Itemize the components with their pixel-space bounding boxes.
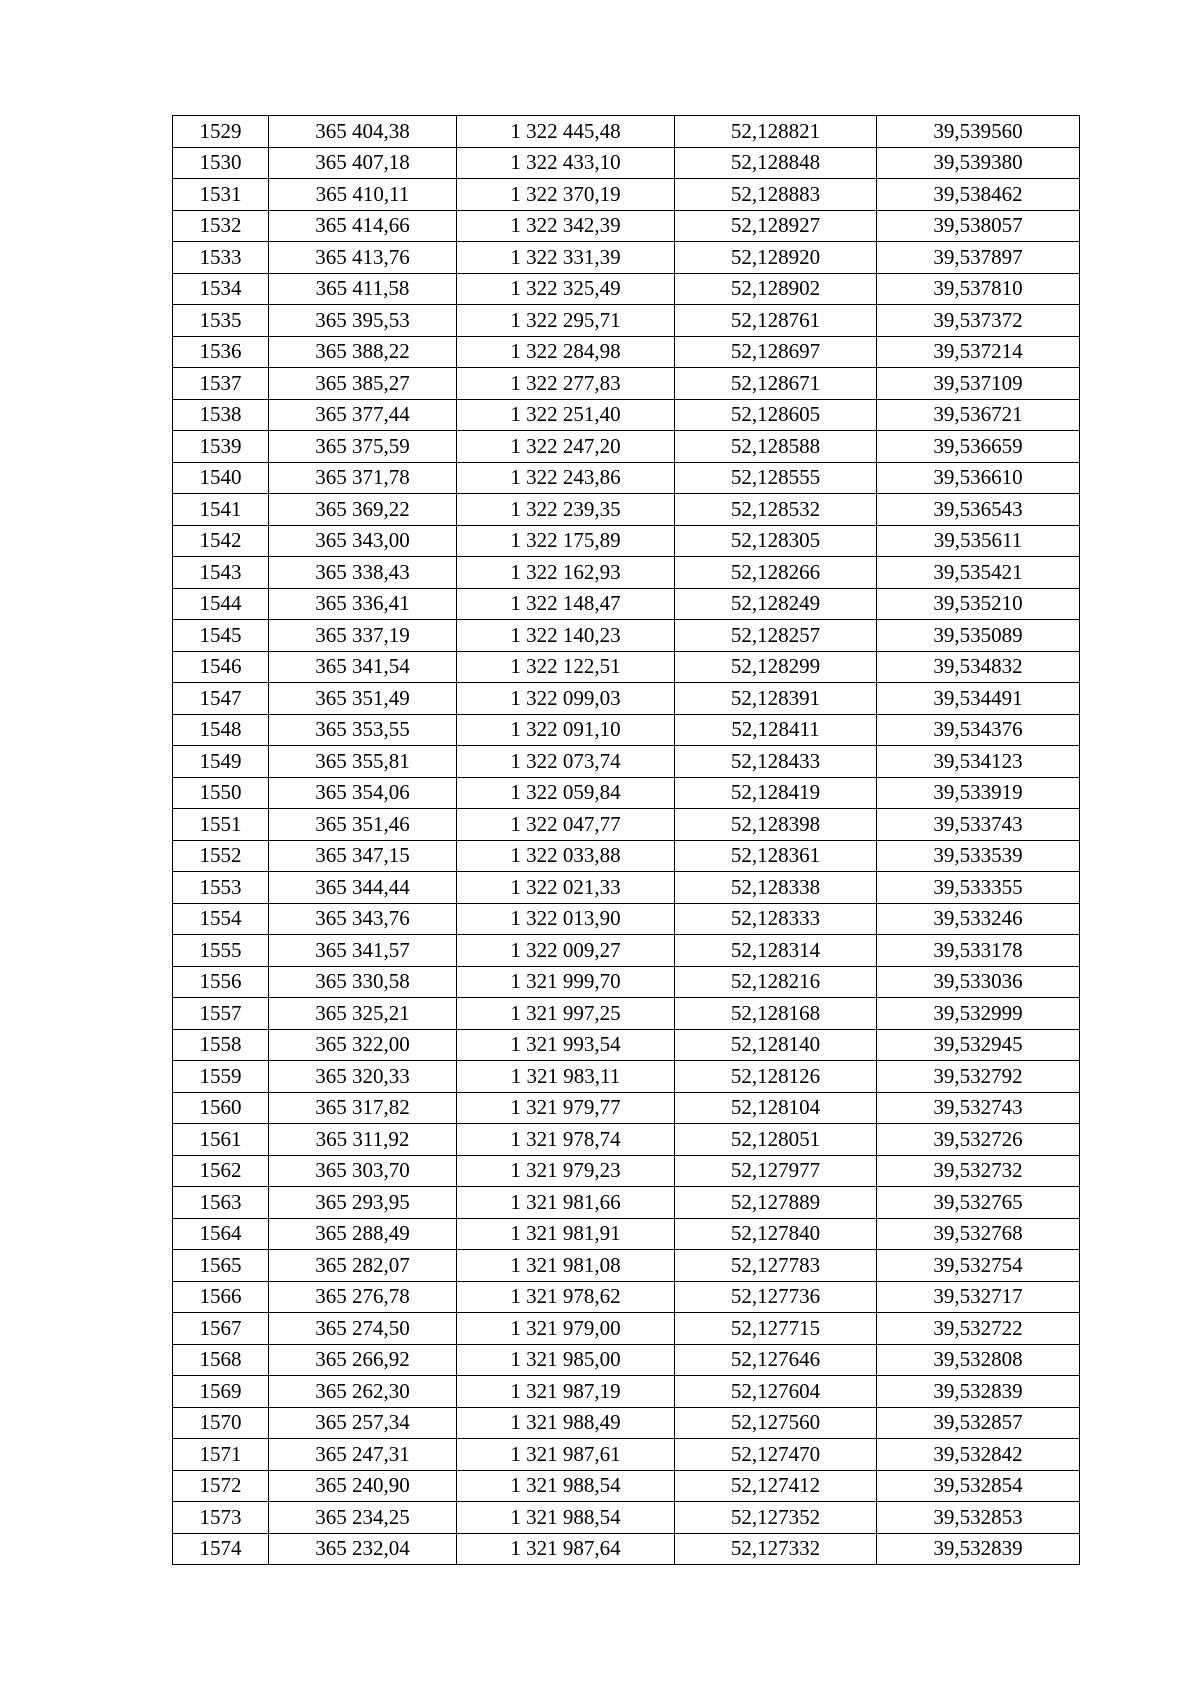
table-row (173, 1092, 1080, 1124)
latitude-cell: 52,128126 (675, 1061, 877, 1093)
y-coordinate-cell: 1 321 987,19 (457, 1376, 675, 1408)
table-row (173, 966, 1080, 998)
point-number-cell: 1558 (173, 1029, 269, 1061)
x-coordinate-cell: 365 355,81 (269, 746, 457, 778)
x-coordinate-cell: 365 338,43 (269, 557, 457, 589)
longitude-cell: 39,535611 (877, 525, 1080, 557)
table-row (173, 368, 1080, 400)
latitude-cell: 52,128902 (675, 273, 877, 305)
latitude-cell: 52,127604 (675, 1376, 877, 1408)
y-coordinate-cell: 1 322 122,51 (457, 651, 675, 683)
x-coordinate-cell: 365 347,15 (269, 840, 457, 872)
table-row (173, 903, 1080, 935)
x-coordinate-cell: 365 343,76 (269, 903, 457, 935)
latitude-cell: 52,127352 (675, 1502, 877, 1534)
latitude-cell: 52,128697 (675, 336, 877, 368)
y-coordinate-cell: 1 322 247,20 (457, 431, 675, 463)
y-coordinate-cell: 1 322 243,86 (457, 462, 675, 494)
latitude-cell: 52,128398 (675, 809, 877, 841)
table-row (173, 494, 1080, 526)
x-coordinate-cell: 365 351,49 (269, 683, 457, 715)
x-coordinate-cell: 365 341,57 (269, 935, 457, 967)
longitude-cell: 39,532743 (877, 1092, 1080, 1124)
point-number-cell: 1573 (173, 1502, 269, 1534)
point-number-cell: 1557 (173, 998, 269, 1030)
longitude-cell: 39,532726 (877, 1124, 1080, 1156)
longitude-cell: 39,532839 (877, 1376, 1080, 1408)
y-coordinate-cell: 1 321 997,25 (457, 998, 675, 1030)
latitude-cell: 52,127977 (675, 1155, 877, 1187)
longitude-cell: 39,536721 (877, 399, 1080, 431)
table-row (173, 336, 1080, 368)
point-number-cell: 1542 (173, 525, 269, 557)
table-row (173, 1029, 1080, 1061)
longitude-cell: 39,532853 (877, 1502, 1080, 1534)
latitude-cell: 52,128299 (675, 651, 877, 683)
longitude-cell: 39,537897 (877, 242, 1080, 274)
longitude-cell: 39,533355 (877, 872, 1080, 904)
latitude-cell: 52,128433 (675, 746, 877, 778)
latitude-cell: 52,128391 (675, 683, 877, 715)
point-number-cell: 1547 (173, 683, 269, 715)
y-coordinate-cell: 1 321 978,62 (457, 1281, 675, 1313)
latitude-cell: 52,128532 (675, 494, 877, 526)
y-coordinate-cell: 1 322 331,39 (457, 242, 675, 274)
table-row (173, 998, 1080, 1030)
table-row (173, 179, 1080, 211)
latitude-cell: 52,127470 (675, 1439, 877, 1471)
point-number-cell: 1546 (173, 651, 269, 683)
point-number-cell: 1533 (173, 242, 269, 274)
latitude-cell: 52,128883 (675, 179, 877, 211)
longitude-cell: 39,532717 (877, 1281, 1080, 1313)
x-coordinate-cell: 365 385,27 (269, 368, 457, 400)
table-row (173, 525, 1080, 557)
coordinates-table (172, 115, 1080, 1565)
longitude-cell: 39,532999 (877, 998, 1080, 1030)
longitude-cell: 39,532792 (877, 1061, 1080, 1093)
y-coordinate-cell: 1 321 981,66 (457, 1187, 675, 1219)
y-coordinate-cell: 1 322 059,84 (457, 777, 675, 809)
longitude-cell: 39,534123 (877, 746, 1080, 778)
table-row (173, 935, 1080, 967)
latitude-cell: 52,128305 (675, 525, 877, 557)
latitude-cell: 52,128411 (675, 714, 877, 746)
y-coordinate-cell: 1 321 979,00 (457, 1313, 675, 1345)
longitude-cell: 39,533178 (877, 935, 1080, 967)
table-row (173, 683, 1080, 715)
table-row (173, 1061, 1080, 1093)
latitude-cell: 52,128168 (675, 998, 877, 1030)
x-coordinate-cell: 365 274,50 (269, 1313, 457, 1345)
latitude-cell: 52,128361 (675, 840, 877, 872)
longitude-cell: 39,532732 (877, 1155, 1080, 1187)
latitude-cell: 52,127412 (675, 1470, 877, 1502)
y-coordinate-cell: 1 322 433,10 (457, 147, 675, 179)
y-coordinate-cell: 1 321 981,08 (457, 1250, 675, 1282)
latitude-cell: 52,128257 (675, 620, 877, 652)
y-coordinate-cell: 1 322 099,03 (457, 683, 675, 715)
latitude-cell: 52,128266 (675, 557, 877, 589)
longitude-cell: 39,533919 (877, 777, 1080, 809)
table-row (173, 840, 1080, 872)
y-coordinate-cell: 1 321 981,91 (457, 1218, 675, 1250)
table-row (173, 777, 1080, 809)
longitude-cell: 39,538057 (877, 210, 1080, 242)
longitude-cell: 39,533743 (877, 809, 1080, 841)
latitude-cell: 52,128761 (675, 305, 877, 337)
table-row (173, 1281, 1080, 1313)
y-coordinate-cell: 1 321 978,74 (457, 1124, 675, 1156)
table-row (173, 588, 1080, 620)
y-coordinate-cell: 1 322 021,33 (457, 872, 675, 904)
x-coordinate-cell: 365 414,66 (269, 210, 457, 242)
point-number-cell: 1545 (173, 620, 269, 652)
point-number-cell: 1536 (173, 336, 269, 368)
y-coordinate-cell: 1 322 370,19 (457, 179, 675, 211)
table-row (173, 557, 1080, 589)
longitude-cell: 39,536610 (877, 462, 1080, 494)
x-coordinate-cell: 365 343,00 (269, 525, 457, 557)
longitude-cell: 39,533539 (877, 840, 1080, 872)
table-row (173, 1470, 1080, 1502)
latitude-cell: 52,127889 (675, 1187, 877, 1219)
y-coordinate-cell: 1 322 091,10 (457, 714, 675, 746)
point-number-cell: 1549 (173, 746, 269, 778)
x-coordinate-cell: 365 411,58 (269, 273, 457, 305)
y-coordinate-cell: 1 322 148,47 (457, 588, 675, 620)
longitude-cell: 39,537109 (877, 368, 1080, 400)
point-number-cell: 1553 (173, 872, 269, 904)
table-row (173, 1344, 1080, 1376)
longitude-cell: 39,532839 (877, 1533, 1080, 1565)
x-coordinate-cell: 365 322,00 (269, 1029, 457, 1061)
point-number-cell: 1537 (173, 368, 269, 400)
table-row (173, 872, 1080, 904)
longitude-cell: 39,532722 (877, 1313, 1080, 1345)
latitude-cell: 52,128605 (675, 399, 877, 431)
x-coordinate-cell: 365 344,44 (269, 872, 457, 904)
y-coordinate-cell: 1 322 251,40 (457, 399, 675, 431)
point-number-cell: 1559 (173, 1061, 269, 1093)
point-number-cell: 1571 (173, 1439, 269, 1471)
latitude-cell: 52,128821 (675, 116, 877, 148)
longitude-cell: 39,534832 (877, 651, 1080, 683)
x-coordinate-cell: 365 282,07 (269, 1250, 457, 1282)
longitude-cell: 39,538462 (877, 179, 1080, 211)
x-coordinate-cell: 365 410,11 (269, 179, 457, 211)
x-coordinate-cell: 365 407,18 (269, 147, 457, 179)
longitude-cell: 39,537372 (877, 305, 1080, 337)
latitude-cell: 52,128216 (675, 966, 877, 998)
y-coordinate-cell: 1 321 979,77 (457, 1092, 675, 1124)
y-coordinate-cell: 1 322 342,39 (457, 210, 675, 242)
coordinates-table-body (173, 116, 1080, 1565)
longitude-cell: 39,532842 (877, 1439, 1080, 1471)
longitude-cell: 39,532857 (877, 1407, 1080, 1439)
point-number-cell: 1529 (173, 116, 269, 148)
table-row (173, 242, 1080, 274)
longitude-cell: 39,537810 (877, 273, 1080, 305)
x-coordinate-cell: 365 341,54 (269, 651, 457, 683)
point-number-cell: 1564 (173, 1218, 269, 1250)
point-number-cell: 1563 (173, 1187, 269, 1219)
point-number-cell: 1556 (173, 966, 269, 998)
table-row (173, 651, 1080, 683)
longitude-cell: 39,537214 (877, 336, 1080, 368)
latitude-cell: 52,128140 (675, 1029, 877, 1061)
longitude-cell: 39,536543 (877, 494, 1080, 526)
x-coordinate-cell: 365 325,21 (269, 998, 457, 1030)
longitude-cell: 39,532768 (877, 1218, 1080, 1250)
y-coordinate-cell: 1 322 033,88 (457, 840, 675, 872)
point-number-cell: 1569 (173, 1376, 269, 1408)
x-coordinate-cell: 365 330,58 (269, 966, 457, 998)
latitude-cell: 52,128051 (675, 1124, 877, 1156)
x-coordinate-cell: 365 354,06 (269, 777, 457, 809)
y-coordinate-cell: 1 321 985,00 (457, 1344, 675, 1376)
longitude-cell: 39,532945 (877, 1029, 1080, 1061)
y-coordinate-cell: 1 322 009,27 (457, 935, 675, 967)
x-coordinate-cell: 365 234,25 (269, 1502, 457, 1534)
y-coordinate-cell: 1 321 999,70 (457, 966, 675, 998)
x-coordinate-cell: 365 336,41 (269, 588, 457, 620)
table-row (173, 462, 1080, 494)
point-number-cell: 1543 (173, 557, 269, 589)
table-row (173, 1313, 1080, 1345)
y-coordinate-cell: 1 321 993,54 (457, 1029, 675, 1061)
y-coordinate-cell: 1 322 162,93 (457, 557, 675, 589)
x-coordinate-cell: 365 337,19 (269, 620, 457, 652)
y-coordinate-cell: 1 321 979,23 (457, 1155, 675, 1187)
table-row (173, 714, 1080, 746)
point-number-cell: 1565 (173, 1250, 269, 1282)
y-coordinate-cell: 1 322 295,71 (457, 305, 675, 337)
latitude-cell: 52,127646 (675, 1344, 877, 1376)
y-coordinate-cell: 1 322 140,23 (457, 620, 675, 652)
x-coordinate-cell: 365 320,33 (269, 1061, 457, 1093)
point-number-cell: 1568 (173, 1344, 269, 1376)
x-coordinate-cell: 365 388,22 (269, 336, 457, 368)
latitude-cell: 52,127736 (675, 1281, 877, 1313)
longitude-cell: 39,532754 (877, 1250, 1080, 1282)
x-coordinate-cell: 365 288,49 (269, 1218, 457, 1250)
point-number-cell: 1531 (173, 179, 269, 211)
latitude-cell: 52,128249 (675, 588, 877, 620)
y-coordinate-cell: 1 321 988,54 (457, 1470, 675, 1502)
table-row (173, 620, 1080, 652)
longitude-cell: 39,532854 (877, 1470, 1080, 1502)
latitude-cell: 52,127840 (675, 1218, 877, 1250)
point-number-cell: 1570 (173, 1407, 269, 1439)
y-coordinate-cell: 1 322 325,49 (457, 273, 675, 305)
x-coordinate-cell: 365 395,53 (269, 305, 457, 337)
x-coordinate-cell: 365 232,04 (269, 1533, 457, 1565)
point-number-cell: 1544 (173, 588, 269, 620)
latitude-cell: 52,128848 (675, 147, 877, 179)
point-number-cell: 1541 (173, 494, 269, 526)
y-coordinate-cell: 1 321 987,61 (457, 1439, 675, 1471)
point-number-cell: 1535 (173, 305, 269, 337)
table-row (173, 1124, 1080, 1156)
latitude-cell: 52,128920 (675, 242, 877, 274)
longitude-cell: 39,534376 (877, 714, 1080, 746)
point-number-cell: 1554 (173, 903, 269, 935)
y-coordinate-cell: 1 322 175,89 (457, 525, 675, 557)
latitude-cell: 52,128419 (675, 777, 877, 809)
table-row (173, 746, 1080, 778)
table-row (173, 1533, 1080, 1565)
table-row (173, 809, 1080, 841)
longitude-cell: 39,535421 (877, 557, 1080, 589)
point-number-cell: 1530 (173, 147, 269, 179)
point-number-cell: 1555 (173, 935, 269, 967)
longitude-cell: 39,539560 (877, 116, 1080, 148)
point-number-cell: 1538 (173, 399, 269, 431)
latitude-cell: 52,127715 (675, 1313, 877, 1345)
latitude-cell: 52,128671 (675, 368, 877, 400)
latitude-cell: 52,128333 (675, 903, 877, 935)
longitude-cell: 39,533246 (877, 903, 1080, 935)
table-row (173, 1502, 1080, 1534)
x-coordinate-cell: 365 371,78 (269, 462, 457, 494)
y-coordinate-cell: 1 322 239,35 (457, 494, 675, 526)
table-row (173, 399, 1080, 431)
table-row (173, 1376, 1080, 1408)
x-coordinate-cell: 365 317,82 (269, 1092, 457, 1124)
table-row (173, 1439, 1080, 1471)
y-coordinate-cell: 1 322 284,98 (457, 336, 675, 368)
point-number-cell: 1560 (173, 1092, 269, 1124)
point-number-cell: 1532 (173, 210, 269, 242)
table-row (173, 431, 1080, 463)
table-row (173, 305, 1080, 337)
table-row (173, 1218, 1080, 1250)
table-row (173, 1407, 1080, 1439)
x-coordinate-cell: 365 247,31 (269, 1439, 457, 1471)
point-number-cell: 1548 (173, 714, 269, 746)
longitude-cell: 39,535210 (877, 588, 1080, 620)
longitude-cell: 39,532765 (877, 1187, 1080, 1219)
x-coordinate-cell: 365 276,78 (269, 1281, 457, 1313)
longitude-cell: 39,535089 (877, 620, 1080, 652)
x-coordinate-cell: 365 377,44 (269, 399, 457, 431)
y-coordinate-cell: 1 321 988,49 (457, 1407, 675, 1439)
table-row (173, 116, 1080, 148)
x-coordinate-cell: 365 266,92 (269, 1344, 457, 1376)
latitude-cell: 52,128588 (675, 431, 877, 463)
longitude-cell: 39,533036 (877, 966, 1080, 998)
y-coordinate-cell: 1 322 013,90 (457, 903, 675, 935)
point-number-cell: 1574 (173, 1533, 269, 1565)
y-coordinate-cell: 1 322 277,83 (457, 368, 675, 400)
table-row (173, 1250, 1080, 1282)
point-number-cell: 1552 (173, 840, 269, 872)
y-coordinate-cell: 1 322 445,48 (457, 116, 675, 148)
point-number-cell: 1551 (173, 809, 269, 841)
table-row (173, 210, 1080, 242)
longitude-cell: 39,536659 (877, 431, 1080, 463)
latitude-cell: 52,128555 (675, 462, 877, 494)
point-number-cell: 1540 (173, 462, 269, 494)
latitude-cell: 52,128927 (675, 210, 877, 242)
x-coordinate-cell: 365 369,22 (269, 494, 457, 526)
x-coordinate-cell: 365 413,76 (269, 242, 457, 274)
longitude-cell: 39,539380 (877, 147, 1080, 179)
y-coordinate-cell: 1 321 987,64 (457, 1533, 675, 1565)
table-row (173, 1187, 1080, 1219)
x-coordinate-cell: 365 303,70 (269, 1155, 457, 1187)
longitude-cell: 39,532808 (877, 1344, 1080, 1376)
x-coordinate-cell: 365 257,34 (269, 1407, 457, 1439)
point-number-cell: 1566 (173, 1281, 269, 1313)
point-number-cell: 1572 (173, 1470, 269, 1502)
point-number-cell: 1562 (173, 1155, 269, 1187)
point-number-cell: 1561 (173, 1124, 269, 1156)
x-coordinate-cell: 365 262,30 (269, 1376, 457, 1408)
point-number-cell: 1567 (173, 1313, 269, 1345)
latitude-cell: 52,128338 (675, 872, 877, 904)
table-row (173, 1155, 1080, 1187)
point-number-cell: 1550 (173, 777, 269, 809)
point-number-cell: 1539 (173, 431, 269, 463)
table-row (173, 273, 1080, 305)
x-coordinate-cell: 365 311,92 (269, 1124, 457, 1156)
longitude-cell: 39,534491 (877, 683, 1080, 715)
x-coordinate-cell: 365 351,46 (269, 809, 457, 841)
y-coordinate-cell: 1 322 073,74 (457, 746, 675, 778)
y-coordinate-cell: 1 321 988,54 (457, 1502, 675, 1534)
x-coordinate-cell: 365 353,55 (269, 714, 457, 746)
point-number-cell: 1534 (173, 273, 269, 305)
table-row (173, 147, 1080, 179)
latitude-cell: 52,127560 (675, 1407, 877, 1439)
latitude-cell: 52,128104 (675, 1092, 877, 1124)
x-coordinate-cell: 365 240,90 (269, 1470, 457, 1502)
latitude-cell: 52,128314 (675, 935, 877, 967)
y-coordinate-cell: 1 321 983,11 (457, 1061, 675, 1093)
x-coordinate-cell: 365 293,95 (269, 1187, 457, 1219)
x-coordinate-cell: 365 404,38 (269, 116, 457, 148)
latitude-cell: 52,127783 (675, 1250, 877, 1282)
x-coordinate-cell: 365 375,59 (269, 431, 457, 463)
latitude-cell: 52,127332 (675, 1533, 877, 1565)
y-coordinate-cell: 1 322 047,77 (457, 809, 675, 841)
